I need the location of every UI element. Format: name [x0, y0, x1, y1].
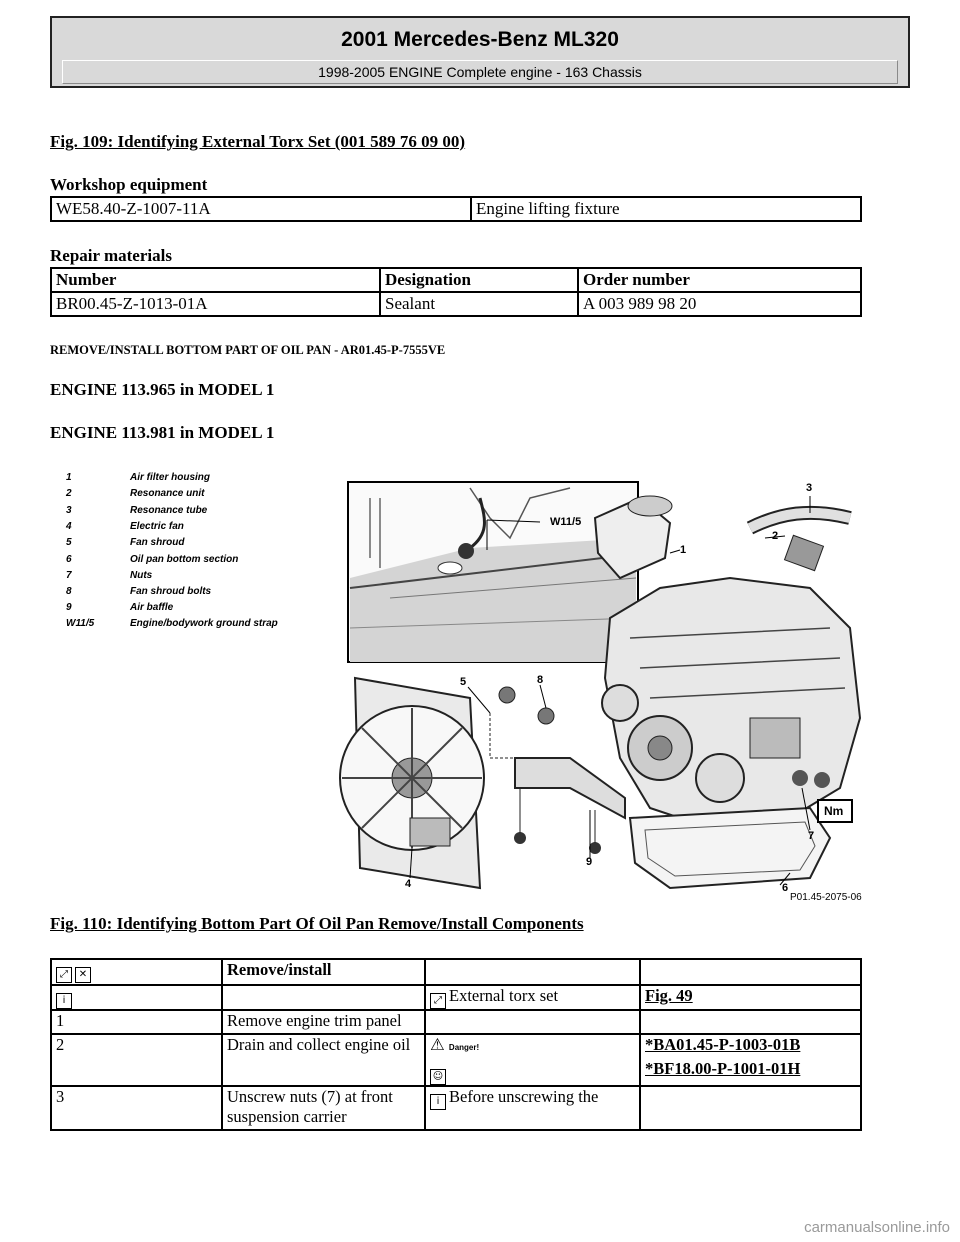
callout-7: 7	[808, 830, 815, 842]
fig-49-link[interactable]: Fig. 49	[645, 986, 693, 1005]
callout-4: 4	[405, 878, 412, 890]
watermark: carmanualsonline.info	[804, 1219, 950, 1236]
repair-heading: Repair materials	[50, 246, 172, 265]
callout-8: 8	[537, 674, 544, 686]
step-text: Drain and collect engine oil	[222, 1034, 425, 1086]
table-row	[51, 197, 861, 221]
fig-109-caption: Fig. 109: Identifying External Torx Set (001 589 76 09 00)	[50, 132, 466, 151]
legend-text: Electric fan	[130, 521, 184, 532]
table-row	[51, 292, 861, 316]
callout-2: 2	[772, 530, 779, 542]
workshop-desc-cell: Engine lifting fixture	[471, 197, 861, 221]
repair-table	[50, 267, 862, 317]
warning-icon: ⚠	[430, 1035, 445, 1054]
section-title: REMOVE/INSTALL BOTTOM PART OF OIL PAN - AR01.45-P-7555VE	[50, 343, 446, 357]
empty-cell	[640, 1086, 861, 1130]
legend-num: 6	[66, 554, 72, 565]
torx-text: External torx set	[449, 986, 559, 1005]
manual-subtitle: 1998-2005 ENGINE Complete engine - 163 Chassis	[62, 60, 898, 84]
step-number: 2	[51, 1034, 222, 1086]
procedure-header-label: Remove/install	[222, 959, 425, 985]
legend-num: 7	[66, 570, 72, 581]
figure-code: P01.45-2075-06	[790, 892, 862, 903]
callout-1: 1	[680, 544, 687, 556]
legend-num: 2	[66, 488, 72, 499]
legend-num: 1	[66, 472, 72, 483]
oil-pan-figure	[50, 458, 880, 910]
repair-order-cell: A 003 989 98 20	[578, 292, 861, 316]
info-icon: i	[56, 993, 72, 1009]
fan-shroud-illustration	[340, 678, 625, 888]
step-number: 3	[51, 1086, 222, 1130]
step-text: Remove engine trim panel	[222, 1010, 425, 1034]
ref-link-ba01[interactable]: *BA01.45-P-1003-01B	[645, 1035, 801, 1054]
environment-icon: ☺	[430, 1069, 446, 1085]
tool-icon: ⤢	[430, 993, 446, 1009]
legend-text: Air filter housing	[130, 472, 210, 483]
collapse-icon[interactable]: ✕	[75, 967, 91, 983]
engine-line-1: ENGINE 113.965 in MODEL 1	[50, 380, 275, 399]
legend-num: 5	[66, 537, 72, 548]
expand-icon[interactable]: ⤢	[56, 967, 72, 983]
workshop-heading: Workshop equipment	[50, 175, 208, 194]
engine-illustration	[595, 496, 860, 888]
legend-text: Resonance tube	[130, 505, 208, 516]
legend-text: Oil pan bottom section	[130, 554, 239, 565]
callout-6: 6	[782, 882, 789, 894]
callout-3: 3	[806, 482, 813, 494]
legend-text: Resonance unit	[130, 488, 205, 499]
legend-text: Nuts	[130, 570, 153, 581]
legend-num: 3	[66, 505, 72, 516]
table-header-row	[51, 268, 861, 292]
info-cell	[51, 985, 222, 1010]
danger-label: Danger!	[448, 1043, 480, 1052]
step-text: Unscrew nuts (7) at front suspension carrier	[222, 1086, 425, 1130]
legend-text: Air baffle	[130, 602, 174, 613]
engine-line-2: ENGINE 113.981 in MODEL 1	[50, 423, 275, 442]
callout-5: 5	[460, 676, 467, 688]
manual-title: 2001 Mercedes-Benz ML320	[341, 28, 619, 51]
legend-text: Engine/bodywork ground strap	[130, 618, 278, 629]
repair-number-cell: BR00.45-Z-1013-01A	[51, 292, 380, 316]
empty-cell	[640, 959, 861, 985]
info-icon: i	[430, 1094, 446, 1110]
workshop-table	[50, 196, 862, 222]
table-row	[51, 1086, 861, 1130]
table-row	[51, 1034, 861, 1086]
step-number: 1	[51, 1010, 222, 1034]
note-text: Before unscrewing the	[449, 1087, 599, 1106]
note-cell	[425, 1086, 640, 1130]
legend-num: W11/5	[66, 618, 95, 629]
callout-w115: W11/5	[550, 516, 582, 528]
torx-ref-cell	[640, 985, 861, 1010]
table-row	[51, 1010, 861, 1034]
empty-cell	[425, 1010, 640, 1034]
empty-cell	[425, 959, 640, 985]
col-header-designation: Designation	[380, 268, 578, 292]
note-cell	[425, 1034, 640, 1086]
expand-collapse-cell	[51, 959, 222, 985]
workshop-number-cell: WE58.40-Z-1007-11A	[51, 197, 471, 221]
legend-text: Fan shroud	[130, 537, 185, 548]
refs-cell	[640, 1034, 861, 1086]
procedure-table	[50, 958, 862, 1131]
legend-num: 8	[66, 586, 72, 597]
table-row	[51, 985, 861, 1010]
fig-110-caption: Fig. 110: Identifying Bottom Part Of Oil Pan Remove/Install Components	[50, 914, 584, 933]
callout-9: 9	[586, 856, 593, 868]
empty-cell	[222, 985, 425, 1010]
torx-cell	[425, 985, 640, 1010]
header-banner	[50, 16, 910, 88]
legend-num: 9	[66, 602, 72, 613]
repair-designation-cell: Sealant	[380, 292, 578, 316]
legend-text: Fan shroud bolts	[130, 586, 212, 597]
nm-label: Nm	[824, 804, 844, 818]
col-header-number: Number	[51, 268, 380, 292]
ref-link-bf18[interactable]: *BF18.00-P-1001-01H	[645, 1059, 801, 1078]
procedure-header-row	[51, 959, 861, 985]
legend-num: 4	[66, 521, 72, 532]
empty-cell	[640, 1010, 861, 1034]
inset-photo	[348, 482, 638, 662]
col-header-order-number: Order number	[578, 268, 861, 292]
